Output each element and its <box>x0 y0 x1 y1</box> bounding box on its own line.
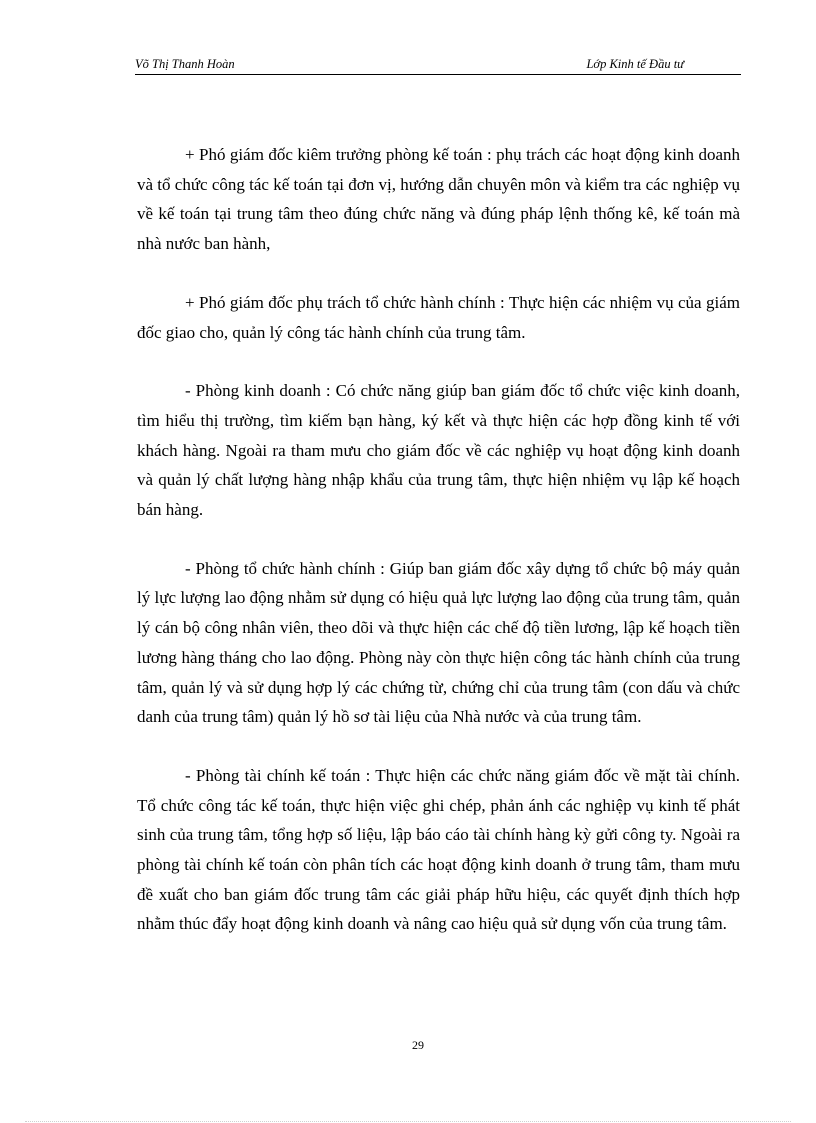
paragraph-business-department: - Phòng kinh doanh : Có chức năng giúp ban giám đốc tổ chức việc kinh doanh, tìm hiểu thị trường, tìm kiếm bạn hàng, ký kết và thực hiện các hợp đồng kinh tế với khách hàng. Ngoài ra tham mưu cho giám đốc về các nghiệp vụ hoạt động kinh doanh và quản lý chất lượng hàng nhập khẩu của trung tâm, thực hiện nhiệm vụ lập kế hoạch bán hàng. <box>137 381 740 520</box>
header-class-name: Lớp Kinh tế Đầu tư <box>586 57 684 71</box>
document-body <box>137 140 740 968</box>
paragraph-administration-department: - Phòng tổ chức hành chính : Giúp ban giám đốc xây dựng tổ chức bộ máy quản lý lực lượng lao động nhằm sử dụng có hiệu quả lực lượng lao động của trung tâm, quản lý cán bộ công nhân viên, theo dõi và thực hiện các chế độ tiền lương, lập kế hoạch tiền lương hàng tháng cho lao động. Phòng này còn thực hiện công tác hành chính của trung tâm, quản lý và sử dụng hợp lý các chứng từ, chứng chỉ của trung tâm (con dấu và chức danh của trung tâm) quản lý hồ sơ tài liệu của Nhà nước và của trung tâm. <box>137 558 740 727</box>
paragraph-deputy-director-accounting: + Phó giám đốc kiêm trưởng phòng kế toán : phụ trách các hoạt động kinh doanh và tổ chức công tác kế toán tại đơn vị, hướng dẫn chuyên môn và kiểm tra các nghiệp vụ về kế toán tại trung tâm theo đúng chức năng và đúng pháp lệnh thống kê, kế toán mà nhà nước ban hành, <box>137 145 740 254</box>
paragraph-deputy-director-administration: + Phó giám đốc phụ trách tổ chức hành chính : Thực hiện các nhiệm vụ của giám đốc giao cho, quản lý công tác hành chính của trung tâm. <box>137 292 740 342</box>
page-number: 29 <box>412 1038 424 1052</box>
page-header <box>135 54 741 75</box>
page-bottom-divider <box>25 1121 791 1122</box>
header-author: Võ Thị Thanh Hoàn <box>135 57 235 71</box>
paragraph-finance-accounting-department: - Phòng tài chính kế toán : Thực hiện các chức năng giám đốc về mặt tài chính. Tổ chức công tác kế toán, thực hiện việc ghi chép, phản ánh các nghiệp vụ kinh tế phát sinh của trung tâm, tổng hợp số liệu, lập báo cáo tài chính hàng kỳ gửi công ty. Ngoài ra phòng tài chính kế toán còn phân tích các hoạt động kinh doanh ở trung tâm, tham mưu đề xuất cho ban giám đốc trung tâm các giải pháp hữu hiệu, các quyết định thích hợp nhằm thúc đẩy hoạt động kinh doanh và nâng cao hiệu quả sử dụng vốn của trung tâm. <box>137 765 740 934</box>
